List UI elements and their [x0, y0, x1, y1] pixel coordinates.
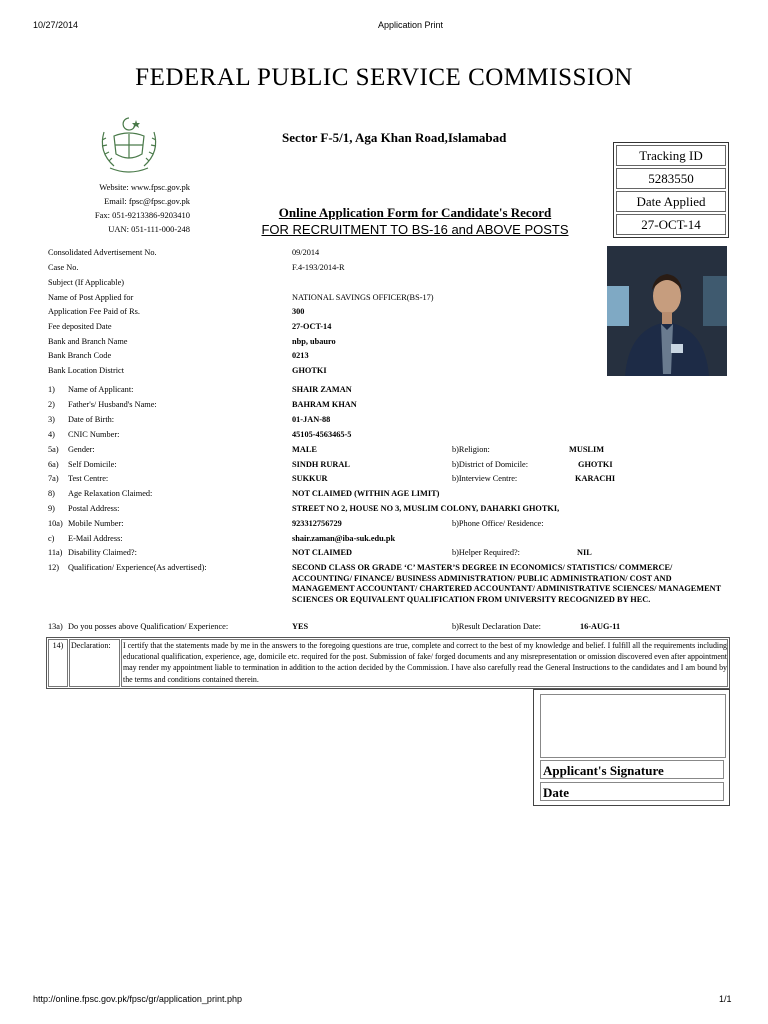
field-text: Bank Location District: [48, 366, 125, 375]
field-text: GHOTKI: [292, 366, 327, 375]
field-text: Date of Birth:: [68, 415, 115, 424]
field-text: Case No.: [48, 263, 79, 272]
field-text: SINDH RURAL: [292, 460, 350, 469]
date-applied-value: 27-OCT-14: [616, 214, 726, 235]
field-text: Application Fee Paid of Rs.: [48, 307, 140, 316]
field-text: 0213: [292, 351, 309, 360]
field-text: c): [48, 534, 55, 543]
field-text: Postal Address:: [68, 504, 120, 513]
page-title: FEDERAL PUBLIC SERVICE COMMISSION: [135, 64, 633, 91]
field-text: b)Religion:: [452, 445, 490, 454]
print-page-number: 1/1: [719, 994, 732, 1004]
field-text: Subject (If Applicable): [48, 278, 125, 287]
field-text: b)Helper Required?:: [452, 548, 520, 557]
signature-box: [533, 689, 730, 806]
office-address: Sector F-5/1, Aga Khan Road,Islamabad: [282, 130, 507, 145]
field-text: 12): [48, 563, 60, 572]
tracking-box: [613, 142, 729, 238]
form-title-line1: Online Application Form for Candidate's Record: [278, 205, 552, 220]
date-applied-label: Date Applied: [616, 191, 726, 212]
field-text: 8): [48, 489, 55, 498]
field-text: 5a): [48, 445, 59, 454]
field-text: 300: [292, 307, 305, 316]
field-text: GHOTKI: [578, 460, 613, 469]
row-dob: [48, 413, 738, 427]
row-bank: [48, 335, 738, 349]
field-text: b)Interview Centre:: [452, 474, 518, 483]
field-text: MUSLIM: [569, 445, 605, 454]
field-text: MALE: [292, 445, 317, 454]
email-text: Email: fpsc@fpsc.gov.pk: [104, 196, 190, 206]
field-text: 09/2014: [292, 248, 320, 257]
field-text: Qualification/ Experience(As advertised):: [68, 563, 207, 572]
field-text: 16-AUG-11: [580, 622, 621, 631]
field-text: shair.zaman@iba-suk.edu.pk: [292, 534, 396, 543]
field-text: 13a): [48, 622, 63, 631]
row-email: [48, 532, 738, 546]
field-text: SHAIR ZAMAN: [292, 385, 352, 394]
row-fee-date: [48, 320, 738, 334]
row-subject: [48, 276, 738, 290]
field-text: STREET NO 2, HOUSE NO 3, MUSLIM COLONY, DAHARKI GHOTKI,: [292, 504, 560, 513]
row-test-centre: [48, 472, 738, 486]
print-date: 10/27/2014: [33, 20, 79, 30]
field-text: BAHRAM KHAN: [292, 400, 357, 409]
row-case-no: [48, 261, 738, 275]
field-text: F.4-193/2014-R: [292, 263, 345, 272]
signature-date-label: Date: [540, 782, 724, 801]
row-advertisement: [48, 246, 738, 260]
row-post: [48, 291, 738, 305]
field-text: Bank and Branch Name: [48, 337, 128, 346]
row-branch-code: [48, 349, 738, 363]
field-text: 3): [48, 415, 55, 424]
form-title-line2: FOR RECRUITMENT TO BS-16 and ABOVE POSTS: [261, 222, 569, 237]
emblem-icon: [96, 114, 162, 178]
row-postal: [48, 502, 738, 516]
field-text: 10a): [48, 519, 63, 528]
field-text: NOT CLAIMED (WITHIN AGE LIMIT): [292, 489, 440, 498]
row-bank-district: [48, 364, 738, 378]
print-title: Application Print: [378, 20, 444, 30]
field-text: YES: [292, 622, 309, 631]
signature-label: Applicant's Signature: [540, 760, 724, 779]
row-cnic: [48, 428, 738, 442]
field-text: 2): [48, 400, 55, 409]
field-text: Self Domicile:: [68, 460, 117, 469]
declaration-text: I certify that the statements made by me in the answers to the foregoing questions are true, complete and correct to the best of my knowledge and belief. I fulfill all the requirements including educational qualification, experience, age, domicile etc. required for the post. Submission of fake/ forged documents and any misrepresentation or omission discovered even after appointment may render my appointment liable to termination in addition to the action decided by the Commission. I have also carefully read the General Instructions to the candidates and I am bound by the terms and conditions contained therein.: [121, 639, 728, 687]
field-text: nbp, ubauro: [292, 337, 336, 346]
field-text: b)Result Declaration Date:: [452, 622, 541, 631]
field-text: Fee deposited Date: [48, 322, 112, 331]
field-text: 6a): [48, 460, 59, 469]
field-text: 4): [48, 430, 55, 439]
field-text: Name of Applicant:: [68, 385, 134, 394]
field-text: Do you posses above Qualification/ Experience:: [68, 622, 229, 631]
field-text: b)Phone Office/ Residence:: [452, 519, 544, 528]
field-text: 11a): [48, 548, 63, 557]
field-text: Age Relaxation Claimed:: [68, 489, 153, 498]
tracking-id-label: Tracking ID: [616, 145, 726, 166]
declaration-box: [46, 637, 730, 689]
signature-area: [540, 694, 726, 758]
uan-text: UAN: 051-111-000-248: [108, 224, 190, 234]
field-text: Gender:: [68, 445, 95, 454]
qualification-value: SECOND CLASS OR GRADE ‘C’ MASTER’S DEGREE IN ECONOMICS/ STATISTICS/ COMMERCE/ ACCOUNTING/ FINANCE/ BUSINESS ADMINISTRATION/ PUBLIC ADMINISTRATION/ COST AND MANAGEMENT ACCOUNTANT/ CHARTERED ACCOUNTANT/ ADMINISTRATIVE SCIENCES/ MANAGEMENT SCIENCES OR EQUIVALENT QUALIFICATION FROM UNIVERSITY RECOGNIZED BY HEC.: [292, 563, 722, 604]
row-age-relaxation: [48, 487, 738, 501]
field-text: 9): [48, 504, 55, 513]
field-text: Test Centre:: [68, 474, 109, 483]
field-text: Father's/ Husband's Name:: [68, 400, 157, 409]
field-text: CNIC Number:: [68, 430, 120, 439]
field-text: KARACHI: [575, 474, 616, 483]
field-text: Mobile Number:: [68, 519, 124, 528]
declaration-label: Declaration:: [69, 639, 120, 687]
field-text: 1): [48, 385, 55, 394]
row-father: [48, 398, 738, 412]
field-text: 01-JAN-88: [292, 415, 331, 424]
row-name: [48, 383, 738, 397]
row-gender: [48, 443, 738, 457]
field-text: E-Mail Address:: [68, 534, 123, 543]
field-text: b)District of Domicile:: [452, 460, 529, 469]
tracking-id-value: 5283550: [616, 168, 726, 189]
form-title: [240, 204, 590, 238]
fax-text: Fax: 051-9213386-9203410: [94, 210, 190, 220]
field-text: 923312756729: [292, 519, 342, 528]
field-text: Name of Post Applied for: [48, 293, 134, 302]
field-text: 45105-4563465-5: [292, 430, 352, 439]
row-mobile: [48, 517, 738, 531]
field-text: SUKKUR: [292, 474, 328, 483]
field-text: Bank Branch Code: [48, 351, 112, 360]
print-url: http://online.fpsc.gov.pk/fpsc/gr/application_print.php: [33, 994, 242, 1004]
row-domicile: [48, 458, 738, 472]
field-text: NIL: [577, 548, 592, 557]
website-text: Website: www.fpsc.gov.pk: [99, 182, 190, 192]
field-text: NATIONAL SAVINGS OFFICER(BS-17): [292, 293, 434, 302]
row-disability: [48, 546, 738, 560]
field-text: 27-OCT-14: [292, 322, 332, 331]
contact-info: [40, 180, 190, 236]
field-text: NOT CLAIMED: [292, 548, 353, 557]
field-text: Consolidated Advertisement No.: [48, 248, 157, 257]
row-fee: [48, 305, 738, 319]
field-text: 7a): [48, 474, 59, 483]
row-posses-qualification: [48, 620, 738, 634]
field-text: Disability Claimed?:: [68, 548, 137, 557]
declaration-number: 14): [48, 639, 68, 687]
